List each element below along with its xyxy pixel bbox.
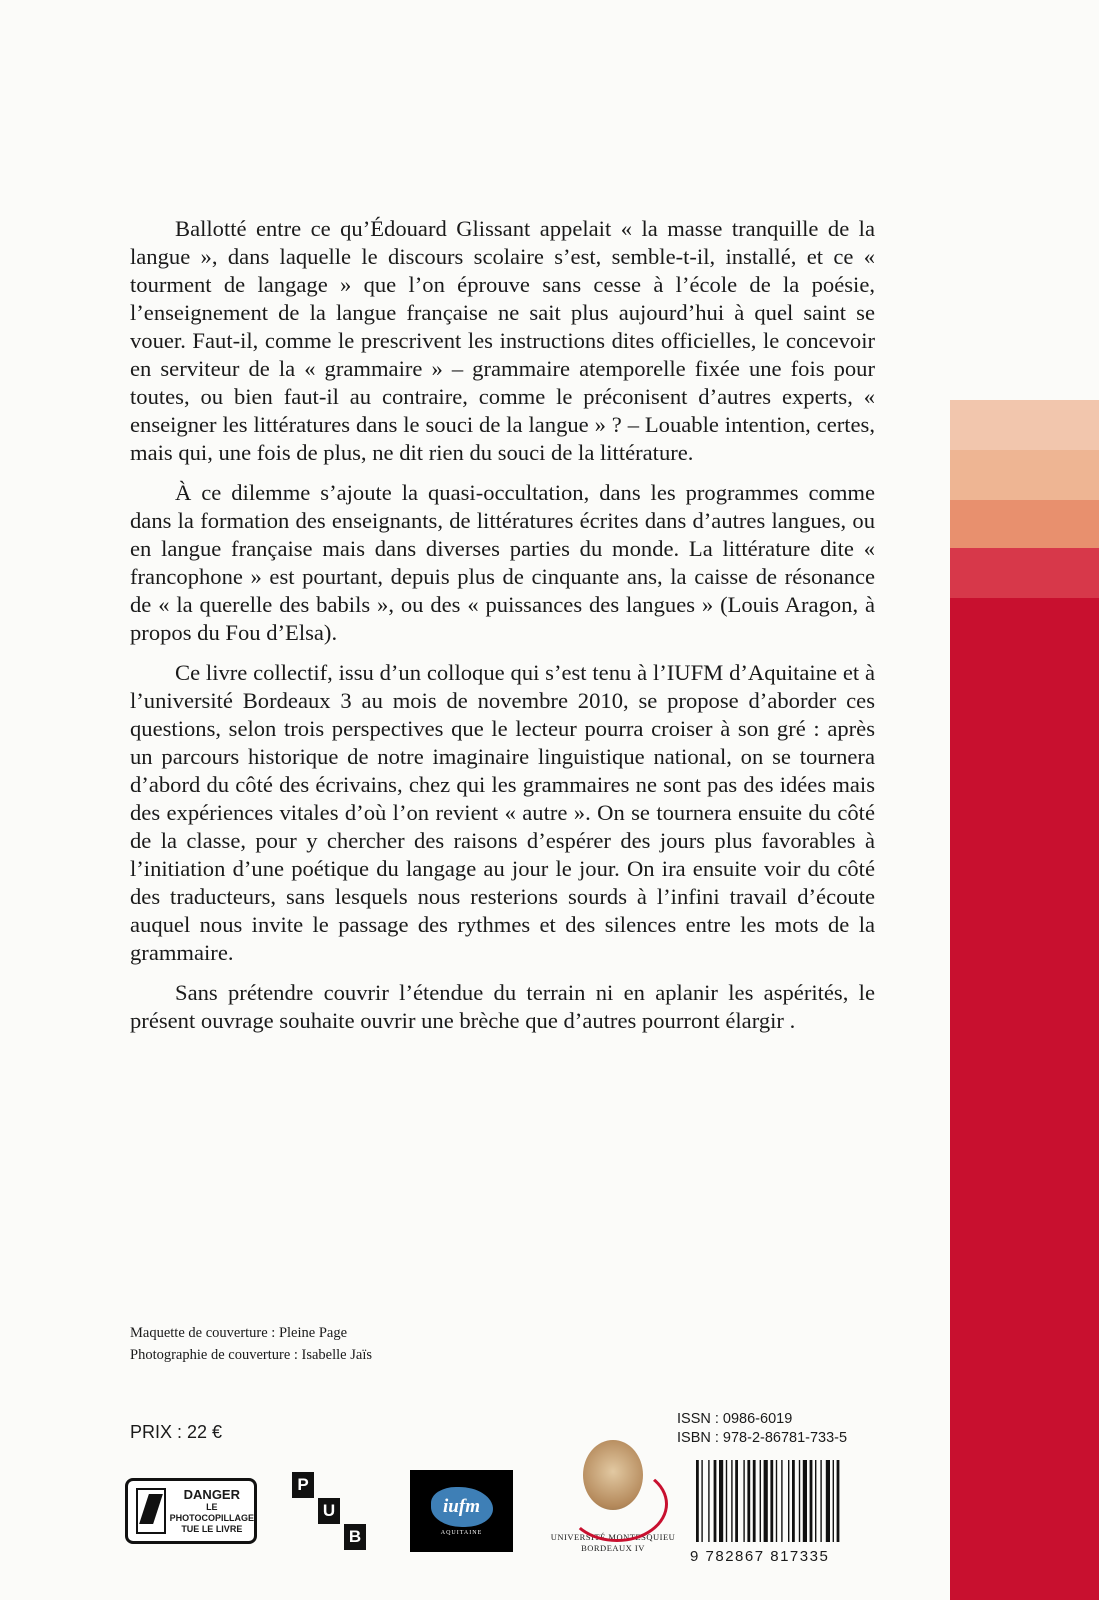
barcode bbox=[690, 1460, 850, 1565]
paragraph-4: Sans prétendre couvrir l’étendue du terrain ni en aplanir les aspérités, le présent ouvrage souhaite ouvrir une brèche que d’autres pourront élargir . bbox=[130, 980, 875, 1033]
cover-design-credit: Maquette de couverture : Pleine Page bbox=[130, 1325, 348, 1341]
color-band-pink-red bbox=[950, 548, 1099, 598]
barcode-bar bbox=[837, 1460, 840, 1542]
barcode-bar bbox=[792, 1460, 795, 1542]
barcode-bar bbox=[753, 1460, 756, 1542]
issn: ISSN : 0986-6019 bbox=[677, 1411, 793, 1427]
pub-letter-p: P bbox=[292, 1472, 314, 1498]
iufm-aquitaine-logo bbox=[410, 1470, 513, 1552]
barcode-bar bbox=[815, 1460, 816, 1542]
barcode-bar bbox=[747, 1460, 750, 1542]
barcode-bar bbox=[803, 1460, 807, 1542]
danger-line-2: TUE LE LIVRE bbox=[181, 1523, 243, 1534]
university-name-line-1: UNIVERSITÉ MONTESQUIEU bbox=[550, 1532, 676, 1542]
cover-photo-credit: Photographie de couverture : Isabelle Jaïs bbox=[130, 1347, 372, 1363]
barcode-bar bbox=[810, 1460, 813, 1542]
barcode-bar bbox=[776, 1460, 777, 1542]
color-band-salmon bbox=[950, 500, 1099, 548]
pub-letter-b: B bbox=[344, 1524, 366, 1550]
barcode-bar bbox=[826, 1460, 830, 1542]
barcode-bars bbox=[696, 1460, 848, 1542]
barcode-bar bbox=[760, 1460, 761, 1542]
university-name-line-2: BORDEAUX IV bbox=[581, 1543, 645, 1553]
price: PRIX : 22 € bbox=[130, 1422, 223, 1442]
danger-photocopillage-logo bbox=[125, 1478, 257, 1544]
danger-title: DANGER bbox=[183, 1486, 240, 1502]
color-band-peach bbox=[950, 450, 1099, 500]
color-band-light bbox=[950, 400, 1099, 450]
university-arc-icon bbox=[566, 1466, 668, 1542]
iufm-region: AQUITAINE bbox=[440, 1529, 483, 1536]
photocopier-icon bbox=[136, 1488, 166, 1534]
barcode-number: 9 782867 817335 bbox=[690, 1548, 830, 1565]
isbn: ISBN : 978-2-86781-733-5 bbox=[677, 1430, 848, 1446]
barcode-bar bbox=[833, 1460, 834, 1542]
barcode-bar bbox=[788, 1460, 789, 1542]
barcode-bar bbox=[764, 1460, 768, 1542]
barcode-bar bbox=[735, 1460, 738, 1542]
credits bbox=[130, 1322, 730, 1366]
danger-line-1: PHOTOCOPILLAGE bbox=[169, 1512, 254, 1523]
color-band-red bbox=[950, 598, 1099, 1600]
paragraph-2: À ce dilemme s’ajoute la quasi-occultation, dans les programmes comme dans la formation des enseignants, de littératures écrites dans d’autres langues, ou en langue française mais dans diverses parties du monde. La littérature dite « francophone » est pourtant, depuis plus de cinquante ans, la caisse de résonance de « la querelle des babils », ou des « puissances des langues » (Louis Aragon, à propos du Fou d’Elsa). bbox=[130, 480, 875, 645]
barcode-bar bbox=[708, 1460, 709, 1542]
pub-letter-u: U bbox=[318, 1498, 340, 1524]
iufm-wordmark: iufm bbox=[431, 1487, 493, 1527]
pub-logo bbox=[292, 1472, 372, 1552]
paragraph-1: Ballotté entre ce qu’Édouard Glissant appelait « la masse tranquille de la langue », dans laquelle le discours scolaire s’est, semble-t-il, installé, et ce « tourment de langage » que l’on éprouve sans cesse à l’école de la poésie, l’enseignement de la langue française ne sait plus aujourd’hui à quel saint se vouer. Faut-il, comme le prescrivent les instructions dites officielles, le concevoir en serviteur de la « grammaire » – grammaire atemporelle fixée une fois pour toutes, ou bien faut-il au contraire, comme le préconisent d’autres experts, « enseigner les littératures dans le souci de la langue » ? – Louable intention, certes, mais qui, une fois de plus, ne dit rien du souci de la littérature. bbox=[130, 216, 875, 465]
back-cover-text bbox=[130, 215, 875, 1047]
barcode-bar bbox=[719, 1460, 723, 1542]
barcode-bar bbox=[714, 1460, 717, 1542]
barcode-bar bbox=[696, 1460, 699, 1542]
barcode-bar bbox=[799, 1460, 800, 1542]
barcode-bar bbox=[781, 1460, 782, 1542]
danger-le: LE bbox=[206, 1501, 218, 1512]
barcode-bar bbox=[770, 1460, 773, 1542]
barcode-bar bbox=[726, 1460, 727, 1542]
barcode-bar bbox=[743, 1460, 744, 1542]
barcode-bar bbox=[731, 1460, 732, 1542]
identifiers bbox=[677, 1410, 847, 1448]
paragraph-3: Ce livre collectif, issu d’un colloque qui s’est tenu à l’IUFM d’Aquitaine et à l’université Bordeaux 3 au mois de novembre 2010, se propose d’aborder ces questions, selon trois perspectives que le lecteur pourra croiser à son gré : après un parcours historique de notre imaginaire linguistique national, on se tournera d’abord du côté des écrivains, chez qui les grammaires ne sont pas des idées mais des expériences vitales d’où l’on revient « autre ». On se tournera ensuite du côté de la classe, pour y chercher des raisons d’espérer des jours plus favorables à l’initiation d’une poétique du langage au jour le jour. On ira ensuite voir du côté des traducteurs, sans lesquels nous resterions sourds à l’infini travail d’écoute auquel nous invite le passage des rythmes et des silences entre les mots de la grammaire. bbox=[130, 660, 875, 965]
university-logo bbox=[548, 1440, 678, 1554]
barcode-bar bbox=[701, 1460, 702, 1542]
barcode-bar bbox=[820, 1460, 821, 1542]
